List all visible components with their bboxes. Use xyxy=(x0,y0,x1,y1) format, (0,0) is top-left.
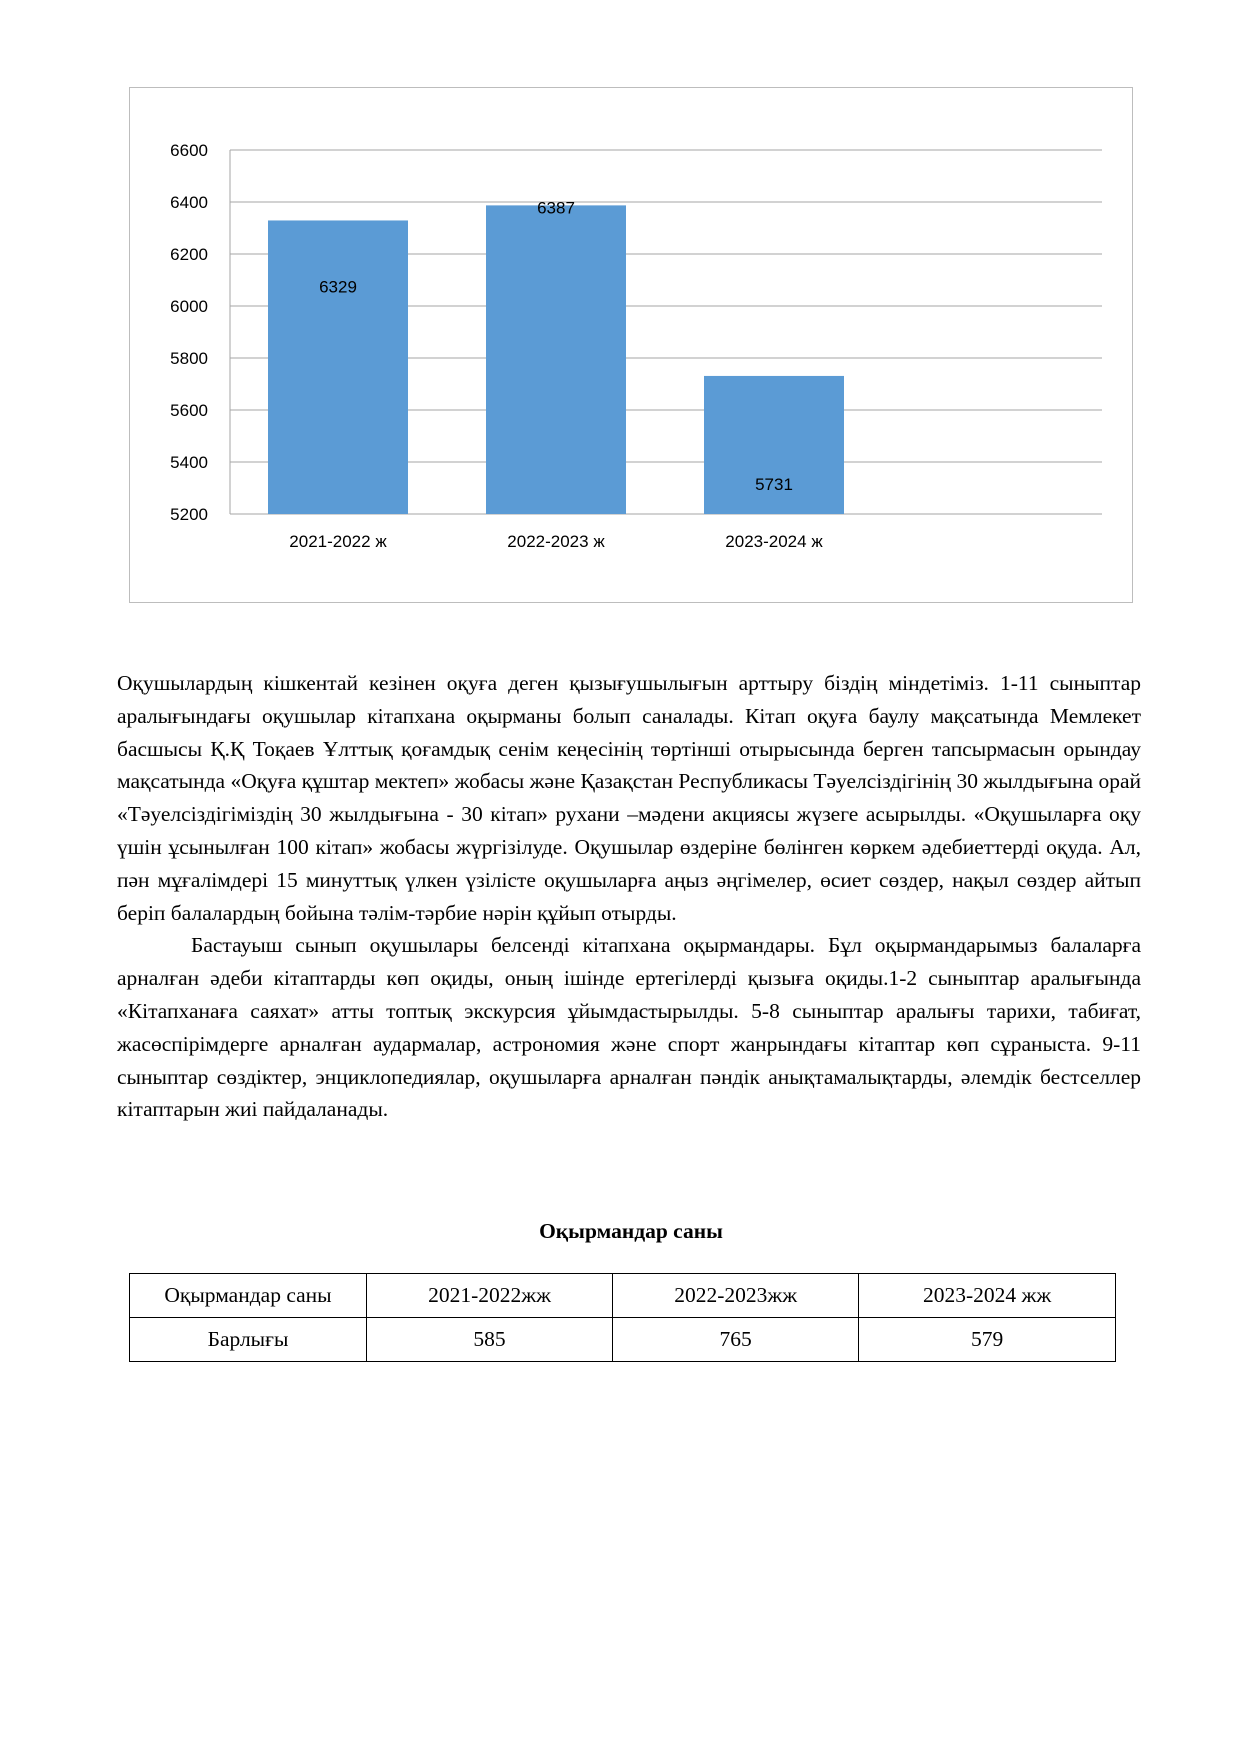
value-cell: 585 xyxy=(367,1318,613,1362)
category-label: 2021-2022 ж xyxy=(289,532,387,551)
body-text xyxy=(117,667,1141,1126)
data-label: 6329 xyxy=(319,277,357,297)
y-tick-label: 6200 xyxy=(170,245,208,264)
table-title: Оқырмандар саны xyxy=(539,1219,723,1243)
header-cell: 2022-2023жж xyxy=(613,1274,859,1318)
table-row xyxy=(130,1318,1116,1362)
value-cell: 579 xyxy=(859,1318,1116,1362)
y-tick-label: 6000 xyxy=(170,297,208,316)
data-label: 6387 xyxy=(537,198,575,218)
paragraph-2: Бастауыш сынып оқушылары белсенді кітапхана оқырмандары. Бұл оқырмандарымыз балаларға арналған әдеби кітаптарды көп оқиды, оның ішінде ертегілерді қызыға оқиды.1-2 сыныптар аралығында «Кітапханаға саяхат» атты топтық экскурсия ұйымдастырылды. 5-8 сыныптар аралығы тарихи, табиғат, жасөспірімдерге арналған аудармалар, астрономия және спорт жанрындағы кітаптар көп сұраныста. 9-11 сыныптар сөздіктер, энциклопедиялар, оқушыларға арналған пәндік анықтамалықтарды, әлемдік бестселлер кітаптарын жиі пайдаланады. xyxy=(117,933,1141,1122)
y-tick-label: 6600 xyxy=(170,141,208,160)
category-label: 2023-2024 ж xyxy=(725,532,823,551)
row-label-cell: Барлығы xyxy=(130,1318,367,1362)
chart-canvas xyxy=(130,88,1134,604)
bar xyxy=(486,205,626,514)
table-header-row xyxy=(130,1274,1116,1318)
y-tick-label: 5200 xyxy=(170,505,208,524)
y-tick-label: 5600 xyxy=(170,401,208,420)
header-cell: Оқырмандар саны xyxy=(130,1274,367,1318)
data-label: 5731 xyxy=(755,474,793,494)
value-cell: 765 xyxy=(613,1318,859,1362)
bar-chart xyxy=(129,87,1133,603)
category-label: 2022-2023 ж xyxy=(507,532,605,551)
paragraph-1: Оқушылардың кішкентай кезінен оқуға деген қызығушылығын арттыру біздің міндетіміз. 1-11 сыныптар аралығындағы оқушылар кітапхана оқырманы болып саналады. Кітап оқуға баулу мақсатында Мемлекет басшысы Қ.Қ Тоқаев Ұлттық қоғамдық сенім кеңесінің төртінші отырысында берген тапсырмасын орындау мақсатында «Оқуға құштар мектеп» жобасы және Қазақстан Республикасы Тәуелсіздігінің 30 жылдығына орай «Тәуелсіздігіміздің 30 жылдығына - 30 кітап» рухани –мәдени акциясы жүзеге асырылды. «Оқушыларға оқу үшін ұсынылған 100 кітап» жобасы жүргізілуде. Оқушылар өздеріне бөлінген көркем әдебиеттерді оқуда. Ал, пән мұғалімдері 15 минуттық үлкен үзілісте оқушыларға аңыз әңгімелер, өсиет сөздер, нақыл сөздер айтып беріп балалардың бойына тәлім-тәрбие нәрін құйып отырды. xyxy=(117,671,1141,925)
y-tick-label: 5400 xyxy=(170,453,208,472)
header-cell: 2021-2022жж xyxy=(367,1274,613,1318)
readers-table xyxy=(129,1273,1116,1362)
bar xyxy=(268,220,408,514)
header-cell: 2023-2024 жж xyxy=(859,1274,1116,1318)
y-tick-label: 6400 xyxy=(170,193,208,212)
y-tick-label: 5800 xyxy=(170,349,208,368)
